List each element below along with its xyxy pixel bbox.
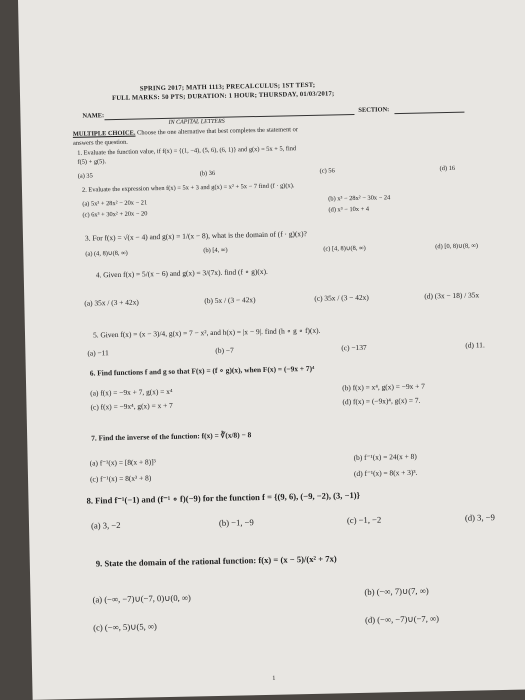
- q1-stem: 1. Evaluate the function value, if f(x) = {(1, −4), (5, 6), (6, 1)} and g(x) = 5x + 5, find: [77, 145, 297, 157]
- q7-option-c: (c) f⁻¹(x) = 8(x³ + 8): [89, 473, 152, 484]
- q1-option-a: (a) 35: [77, 172, 93, 180]
- q6-option-a: (a) f(x) = −9x + 7, g(x) = x⁴: [90, 386, 173, 398]
- q6-option-b: (b) f(x) = x⁴, g(x) = −9x + 7: [342, 381, 425, 393]
- q8-stem: 8. Find f⁻¹(−1) and (f⁻¹ ∘ f)(−9) for the function f = {(9, 6), (−9, −2), (3, −1)}: [86, 489, 361, 506]
- q2-stem: 2. Evaluate the expression when f(x) = 5x + 3 and g(x) = x² + 5x − 7 find (f · g)(x).: [81, 182, 295, 194]
- q9-option-b: (b) (−∞, 7)∪(7, ∞): [364, 585, 429, 597]
- q4-option-c: (c) 35x / (3 − 42x): [314, 292, 369, 303]
- q4-option-d: (d) (3x − 18) / 35x: [424, 290, 480, 301]
- name-label: NAME:: [82, 112, 105, 120]
- q2-option-b: (b) x³ − 28x² − 30x − 24: [328, 194, 391, 203]
- q1-stem-2: f(5) + g(5).: [77, 158, 107, 166]
- q1-option-b: (b) 36: [199, 169, 216, 178]
- q9-option-a: (a) (−∞, −7)∪(−7, 0)∪(0, ∞): [92, 592, 191, 605]
- q3-option-b: (b) [4, ∞): [203, 246, 228, 255]
- q9-option-d: (d) (−∞, −7)∪(−7, ∞): [364, 613, 440, 625]
- q5-option-a: (a) −11: [87, 348, 109, 358]
- q6-stem: 6. Find functions f and g so that F(x) = (f ∘ g)(x), when F(x) = (−9x + 7)⁴: [89, 363, 315, 378]
- name-line: [105, 114, 355, 120]
- q1-option-c: (c) 56: [319, 167, 335, 175]
- q5-option-c: (c) −137: [341, 342, 367, 353]
- section-line: [394, 112, 464, 114]
- q3-option-a: (a) (4, 8)∪(8, ∞): [85, 249, 128, 258]
- exam-page: [18, 0, 525, 700]
- q2-option-d: (d) x³ − 10x + 4: [328, 205, 370, 214]
- q4-option-a: (a) 35x / (3 + 42x): [84, 297, 139, 308]
- q2-option-c: (c) 6x³ + 30x² + 20x − 20: [82, 210, 148, 219]
- q9-stem: 9. State the domain of the rational function: f(x) = (x − 5)/(x² + 7x): [95, 553, 337, 569]
- instructions-text: Choose the one alternative that best completes the statement or: [136, 126, 299, 137]
- page-number: 1: [272, 674, 276, 682]
- q1-option-d: (d) 16: [439, 164, 456, 173]
- q8-option-d: (d) 3, −9: [464, 512, 495, 523]
- q8-option-b: (b) −1, −9: [218, 517, 254, 528]
- section-label: SECTION:: [358, 106, 390, 114]
- q3-option-c: (c) [4, 8)∪(8, ∞): [323, 244, 366, 253]
- exam-title-line-2: FULL MARKS: 50 PTS; DURATION: 1 HOUR; THURSDAY, 01/03/2017;: [112, 90, 335, 103]
- q2-option-a: (a) 5x³ + 28x² − 20x − 21: [82, 199, 148, 208]
- q4-option-b: (b) 5x / (3 − 42x): [204, 295, 256, 306]
- q6-option-c: (c) f(x) = −9x⁴, g(x) = x + 7: [90, 400, 173, 412]
- instructions-title: MULTIPLE CHOICE.: [72, 129, 136, 138]
- q5-option-d: (d) 11.: [465, 340, 485, 350]
- q3-option-d: (d) [0, 8)∪(8, ∞): [435, 242, 479, 251]
- q3-stem: 3. For f(x) = √(x − 4) and g(x) = 1/(x − 8), what is the domain of (f · g)(x)?: [84, 229, 307, 243]
- q8-option-a: (a) 3, −2: [90, 519, 121, 531]
- instructions: [73, 126, 298, 138]
- q4-stem: 4. Given f(x) = 5/(x − 6) and g(x) = 3/(7x). find (f ∘ g)(x).: [95, 266, 268, 280]
- q7-stem: 7. Find the inverse of the function: f(x) = ∛(x/8) − 8: [91, 430, 252, 443]
- q9-option-c: (c) (−∞, 5)∪(5, ∞): [93, 621, 157, 633]
- exam-title-line-1: SPRING 2017; MATH 1113; PRECALCULUS; 1ST TEST;: [139, 81, 316, 93]
- q5-stem: 5. Given f(x) = (x − 3)/4, g(x) = 7 − x², and h(x) = |x − 9|. find (h ∘ g ∘ f)(x).: [92, 325, 321, 340]
- q5-option-b: (b) −7: [215, 345, 234, 355]
- q8-option-c: (c) −1, −2: [346, 514, 382, 526]
- q7-option-b: (b) f⁻¹(x) = 24(x + 8): [353, 451, 417, 463]
- instructions-text-2: answers the question.: [72, 138, 128, 147]
- capital-letters-note: IN CAPITAL LETTERS: [168, 118, 225, 126]
- q7-option-d: (d) f⁻¹(x) = 8(x + 3)³.: [353, 467, 418, 479]
- q6-option-d: (d) f(x) = (−9x)⁴, g(x) = 7.: [342, 395, 421, 407]
- q7-option-a: (a) f⁻¹(x) = [8(x + 8)]³: [89, 457, 156, 468]
